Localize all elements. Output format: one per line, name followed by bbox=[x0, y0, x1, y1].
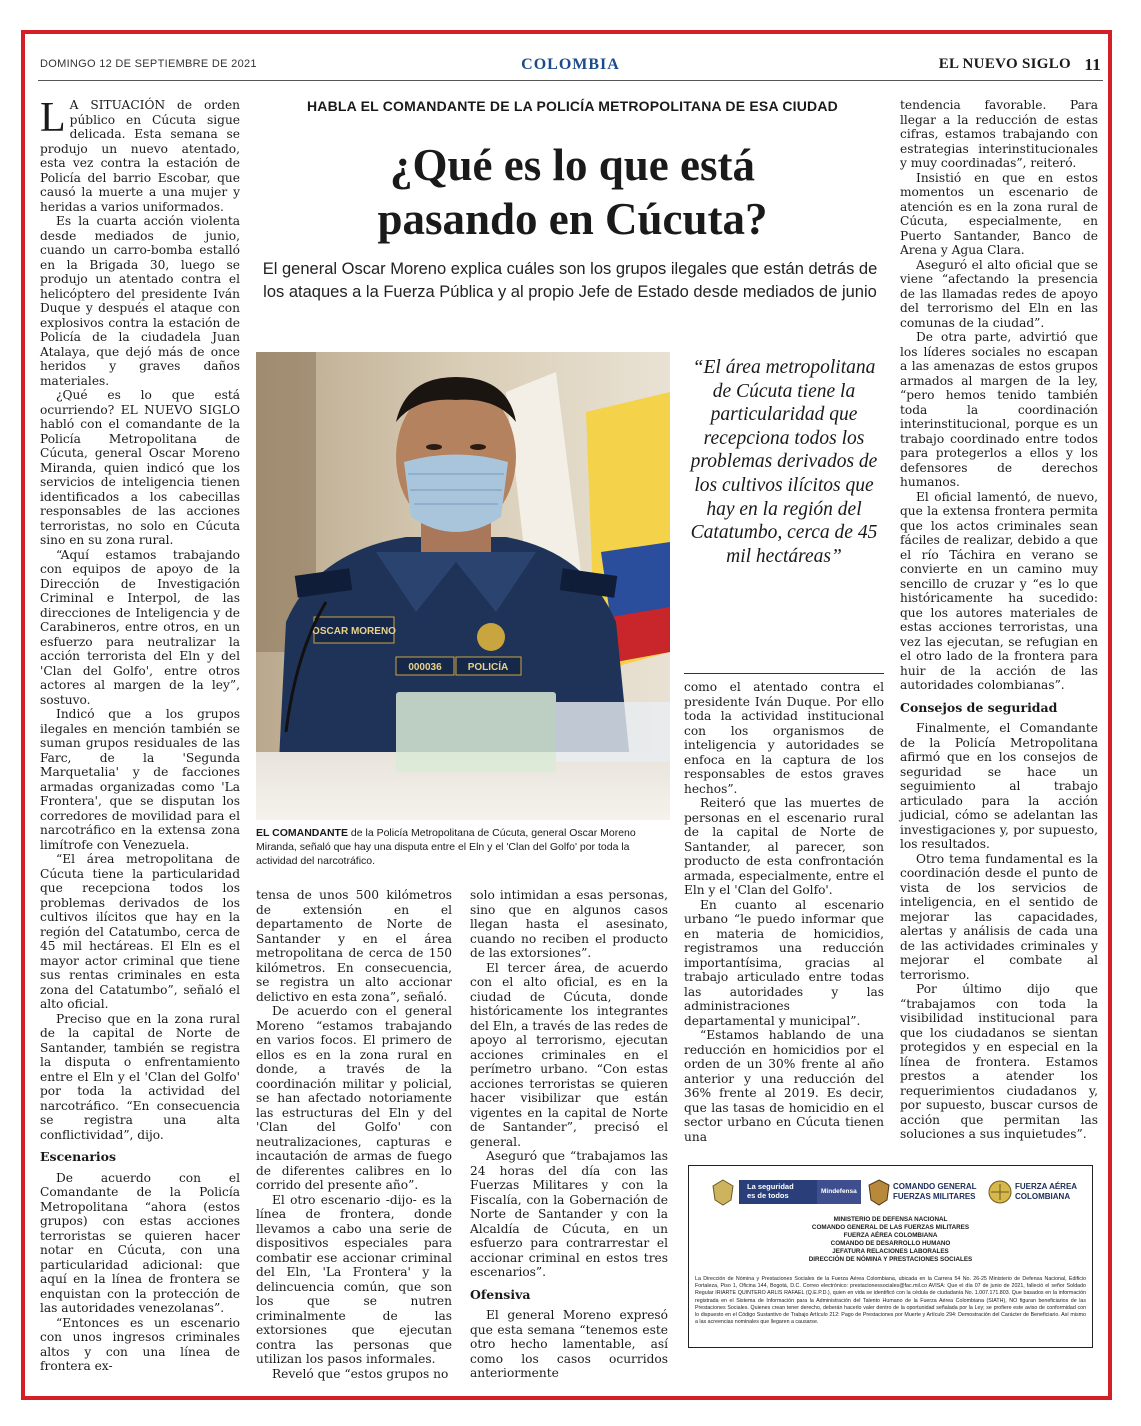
paragraph: tendencia favorable. Para llegar a la reducción de estas cifras, estamos trabajando con estrategias interinstitucionales y muy coordinadas”, reiteró. bbox=[900, 98, 1098, 170]
header-paper-name: EL NUEVO SIGLO bbox=[938, 56, 1071, 72]
article-kicker: HABLA EL COMANDANTE DE LA POLICÍA METROPOLITANA DE ESA CIUDAD bbox=[307, 98, 838, 114]
headline-line-1: ¿Qué es lo que está bbox=[390, 140, 755, 190]
legal-notice-ad bbox=[688, 1165, 1093, 1348]
paragraph: Aseguró el alto oficial que se viene “afectando la presencia de las llamadas redes de apoyo del terrorismo del Eln en las comunas de la ciudad”. bbox=[900, 257, 1098, 330]
paragraph: Reiteró que las muertes de personas en el escenario rural de la capital de Norte de Santander, al parecer, son producto de esta confrontación armada, especialmente, entre el Eln y el 'Clan del Golfo'. bbox=[684, 796, 884, 897]
dropcap: L bbox=[40, 95, 66, 141]
header-page-number: 11 bbox=[1084, 55, 1101, 74]
photo-caption bbox=[256, 826, 670, 868]
ad-body-text: La Dirección de Nómina y Prestaciones Sociales de la Fuerza Aérea Colombiana, ubicada en la Carrera 54 No. 26-25 Ministerio de Defensa Nacional, Edificio Fortaleza, Piso 1, Oficina 144, Bogotá, D.C. Correo electrónico: prestacionessociales@fac.mil.co AVISA: Que el día 07 de junio de 2021, falleció el señor Soldado Regular IRIARTE QUINTERO ARLIS RAFAEL (Q.E.P.D.), quien en vida se identificó con la cédula de ciudadanía No. 1.007.171.803. Que basados en la información registrada en el Sistema de Información para la Administración del Talento Humano de la Fuerza Aérea Colombiana (SIATH), NO figuran beneficiarios de las Prestaciones Sociales. Quienes crean tener derecho, deberán hacerlo valer dentro de la oportunidad señalada por la Ley; se profiere este aviso de conformidad con lo dispuesto en el Código Sustantivo de Trabajo Artículo 212: Pago de Prestaciones por Muerte y Artículo 294: Demostración del Carácter de Beneficiario. Así mismo a las acreencias nominales que llegaren a causarse. bbox=[695, 1276, 1086, 1326]
logo-comando-general bbox=[893, 1182, 977, 1201]
logo-seguridad-line-1: La seguridad bbox=[747, 1182, 794, 1191]
paragraph: Aseguró que “trabajamos las 24 horas del día con las Fuerzas Militares y con la Fiscalía, con la Gobernación de Norte de Santander y con la Alcaldía de Cúcuta, en un esfuerzo para contrarrestar el accionar criminal en estos tres escenarios”. bbox=[470, 1149, 668, 1279]
paragraph: Es la cuarta acción violenta desde mediados de junio, cuando un carro-bomba estalló en la Brigada 30, luego se produjo un atentado contra el helicóptero del presidente Iván Duque y después el ataque con explosivos contra la estación de Policía de la ciudadela Juan Atalaya, que dejó más de once heridos y graves daños materiales. bbox=[40, 214, 240, 388]
paragraph: solo intimidan a esas personas, sino que en algunos casos llegan hasta el asesinato, cuando no reciben el producto de las extorsiones”. bbox=[470, 888, 668, 960]
photo-name-tape: OSCAR MORENO bbox=[312, 626, 396, 637]
header-rule bbox=[38, 80, 1103, 81]
paragraph: El otro escenario -dijo- es la línea de frontera, donde llevamos a cabo una serie de dispositivos especiales para combatir ese accionar criminal del Eln, 'La Frontera' y la delincuencia común, que son los que se nutren criminalmente de las extorsiones que ejecutan contra las personas que utilizan los pasos informales. bbox=[256, 1192, 452, 1366]
logo-seguridad bbox=[747, 1182, 794, 1200]
paragraph: En cuanto al escenario urbano “le puedo informar que en materia de homicidios, registramos una reducción importantísima, gracias al trabajo articulado entre todas las autoridades y las administraciones departamental y municipal”. bbox=[684, 897, 884, 1028]
ministry-line: COMANDO DE DESARROLLO HUMANO bbox=[830, 1240, 951, 1247]
logo-comando-line-2: FUERZAS MILITARES bbox=[893, 1191, 976, 1201]
logo-fuerza-line-1: FUERZA AÉREA bbox=[1015, 1182, 1078, 1191]
paragraph: El oficial lamentó, de nuevo, que la extensa frontera permita que los actos criminales sean fáciles de realizar, debido a que el río Táchira en verano se convierte en un camino muy sencillo de cruzar y “es lo que históricamente ha sucedido: que los autores materiales de estas acciones terroristas, una vez las ejecutan, se refugian en el otro lado de la frontera para huir de la acción de las autoridades colombianas”. bbox=[900, 489, 1098, 692]
logo-seguridad-line-2: es de todos bbox=[747, 1191, 789, 1200]
ministry-line: COMANDO GENERAL DE LAS FUERZAS MILITARES bbox=[811, 1224, 970, 1231]
subheading-ofensiva: Ofensiva bbox=[470, 1286, 531, 1302]
air-force-emblem-icon bbox=[987, 1179, 1013, 1205]
column-2 bbox=[256, 888, 452, 1381]
paragraph: El general Moreno expresó que esta semana “tenemos este otro hecho lamentable, así como los casos ocurridos anteriormente bbox=[470, 1308, 668, 1380]
ministry-line: DIRECCIÓN DE NÓMINA Y PRESTACIONES SOCIALES bbox=[808, 1256, 973, 1263]
column-3 bbox=[470, 888, 668, 1381]
subheading-consejos: Consejos de seguridad bbox=[900, 699, 1058, 715]
photo-number-tape: 000036 bbox=[408, 662, 442, 673]
pull-quote-rule bbox=[684, 673, 884, 674]
ministry-line: FUERZA AÉREA COLOMBIANA bbox=[843, 1232, 938, 1239]
column-4 bbox=[684, 680, 884, 1144]
header-date: DOMINGO 12 DE SEPTIEMBRE DE 2021 bbox=[40, 58, 257, 70]
ad-ministries-list bbox=[689, 1216, 1092, 1264]
logo-mindefensa: Mindefensa bbox=[821, 1188, 857, 1195]
column-1 bbox=[40, 95, 240, 1374]
paragraph: “Aquí estamos trabajando con equipos de apoyo de la Dirección de Investigación Criminal e Interpol, de las direcciones de Inteligencia y de Carabineros, entre otros, en un esfuerzo para neutralizar la acción terrorista del Eln y del 'Clan del Golfo', entre otros actores al margen de la ley”, sostuvo. bbox=[40, 547, 240, 707]
subheading-escenarios: Escenarios bbox=[40, 1149, 117, 1164]
paragraph: Otro tema fundamental es la coordinación desde el punto de vista de los servicios de inteligencia, en el sentido de mejorar las capacidades, alertas y análisis de cada una de las actividades criminales y mejorar el combate al terrorismo. bbox=[900, 851, 1098, 982]
column-5 bbox=[900, 98, 1098, 1142]
ad-logo-row bbox=[689, 1174, 1092, 1210]
headline-line-2: pasando en Cúcuta? bbox=[377, 194, 768, 244]
paragraph: A SITUACIÓN de orden público en Cúcuta sigue delicada. Esta semana se produjo un nuevo atentado, esta vez contra la estación de Policía del barrio Escobar, que causó la muerte a una mujer y heridas a varios uniformados. bbox=[40, 98, 240, 214]
logo-fuerza-aerea bbox=[1015, 1182, 1077, 1201]
paragraph: De acuerdo con el Comandante de la Policía Metropolitana “ahora (estos grupos) con estas acciones terroristas se quieren hacer notar en Cúcuta, con una particularidad adicional: que aquí en la línea de frontera se enquistan con la protección de las autoridades venezolanas”. bbox=[40, 1170, 240, 1315]
military-shield-icon bbox=[867, 1178, 891, 1206]
paragraph: Por último dijo que “trabajamos con toda la visibilidad institucional para que los ciudadanos se sientan protegidos y en especial en la línea de frontera. Estamos prestos a atender los requerimientos ciudadanos y, por supuesto, buscar cursos de acción que permitan las soluciones a sus inquietudes”. bbox=[900, 982, 1098, 1141]
logo-comando-line-1: COMANDO GENERAL bbox=[893, 1182, 977, 1191]
header-section: COLOMBIA bbox=[521, 56, 620, 73]
article-photo bbox=[256, 352, 670, 820]
article-headline bbox=[260, 138, 885, 246]
logo-fuerza-line-2: COLOMBIANA bbox=[1015, 1191, 1071, 1201]
paragraph: Insistió en que en estos momentos un escenario de atención es en la zona rural de Cúcuta, especialmente, en Puerto Santander, Banco de Arena y Agua Clara. bbox=[900, 170, 1098, 257]
paragraph: Reveló que “estos grupos no bbox=[272, 1366, 449, 1381]
paragraph: Indicó que a los grupos ilegales en mención también se suman grupos residuales de las Farc, de la 'Segunda Marquetalia' y de facciones armadas organizadas como 'La Frontera', que se disputan los corredores de movilidad para el narcotráfico en la extensa zona limítrofe con Venezuela. bbox=[40, 707, 240, 852]
paragraph: De acuerdo con el general Moreno “estamos trabajando en varios focos. El primero de ellos es en la zona rural en donde, a través de la coordinación militar y policial, se han afectado notoriamente las estructuras del Eln y del 'Clan del Golfo' con neutralizaciones, capturas e incautación de armas de fuego de diferentes calibres en lo corrido del presente año”. bbox=[256, 1004, 452, 1192]
paragraph: ¿Qué es lo que está ocurriendo? EL NUEVO SIGLO habló con el comandante de la Policía Metropolitana de Cúcuta, general Oscar Moreno Miranda, quien indicó que los servicios de inteligencia tienen identificados a los cabecillas responsables de las acciones terroristas, no solo en Cúcuta sino en su zona rural. bbox=[40, 388, 240, 547]
paragraph: “Estamos hablando de una reducción en homicidios por el orden de un 30% frente al año anterior y una reducción del 36% frente al 2019. Es decir, que las tasas de homicidio en el sector urbano en Cúcuta tienen una bbox=[684, 1028, 884, 1144]
paragraph: El tercer área, de acuerdo con el alto oficial, es en la ciudad de Cúcuta, donde históricamente los integrantes del Eln, a través de las redes de apoyo al terrorismo, ejecutan acciones criminales en el perímetro urbano. “Con estas acciones terroristas se quieren hacer visibilizar que están vigentes en la capital de Norte de Santander”, precisó el general. bbox=[470, 960, 668, 1149]
paragraph: “El área metropolitana de Cúcuta tiene la particularidad que recepciona todos los problemas derivados de los cultivos ilícitos que hay en la región del Catatumbo, cerca de 45 mil hectáreas. El Eln es el mayor actor criminal que tiene sus rentas criminales en esta zona del Catatumbo”, señaló el alto oficial. bbox=[40, 852, 240, 1011]
paragraph: De otra parte, advirtió que los líderes sociales no escapan a las amenazas de estos grupos armados al margen de la ley, “pero hemos tenido también toda la coordinación interinstitucional, porque es un trabajo coordinado entre todos para protegerlos a ellos y los defensores de derechos humanos. bbox=[900, 330, 1098, 489]
pull-quote: “El área metropolitana de Cúcuta tiene la particularidad que recepciona todos los problemas derivados de los cultivos ilícitos que hay en la región del Catatumbo, cerca de 45 mil hectáreas” bbox=[690, 357, 878, 567]
coat-of-arms-icon bbox=[711, 1178, 735, 1206]
paragraph: “Entonces es un escenario con unos ingresos criminales altos y con una línea de frontera ex- bbox=[40, 1315, 240, 1373]
paragraph: Finalmente, el Comandante de la Policía Metropolitana afirmó que en los consejos de seguridad se hace un seguimiento al trabajo articulado para la acción judicial, cómo se adelantan las investigaciones y, por supuesto, los resultados. bbox=[900, 721, 1098, 851]
paragraph: como el atentado contra el presidente Iván Duque. Por ello toda la actividad institucional con los organismos de inteligencia y autoridades se enfoca en la captura de los responsables de estos graves hechos”. bbox=[684, 680, 884, 796]
paragraph: Preciso que en la zona rural de la capital de Norte de Santander, también se registra la disputa o enfrentamiento entre el Eln y el 'Clan del Golfo' por toda la actividad del narcotráfico. “En consecuencia se registra una alta conflictividad”, dijo. bbox=[40, 1011, 240, 1142]
ministry-line: MINISTERIO DE DEFENSA NACIONAL bbox=[833, 1216, 948, 1223]
article-dek: El general Oscar Moreno explica cuáles son los grupos ilegales que están detrás de los ataques a la Fuerza Pública y al propio Jefe de Estado desde mediados de junio bbox=[262, 260, 878, 301]
caption-lead: EL COMANDANTE bbox=[256, 827, 348, 839]
ministry-line: JEFATURA RELACIONES LABORALES bbox=[832, 1248, 949, 1255]
caption-text: de la Policía Metropolitana de Cúcuta, general Oscar Moreno Miranda, señaló que hay una disputa entre el Eln y el 'Clan del Golfo' por toda la actividad del narcotráfico. bbox=[256, 827, 636, 867]
photo-policia-tape: POLICÍA bbox=[467, 662, 509, 673]
paragraph: tensa de unos 500 kilómetros de extensión en el departamento de Norte de Santander y en el área metropolitana de cerca de 150 kilómetros. En consecuencia, se registra un alto accionar delictivo en esta zona”, señaló. bbox=[256, 888, 452, 1004]
